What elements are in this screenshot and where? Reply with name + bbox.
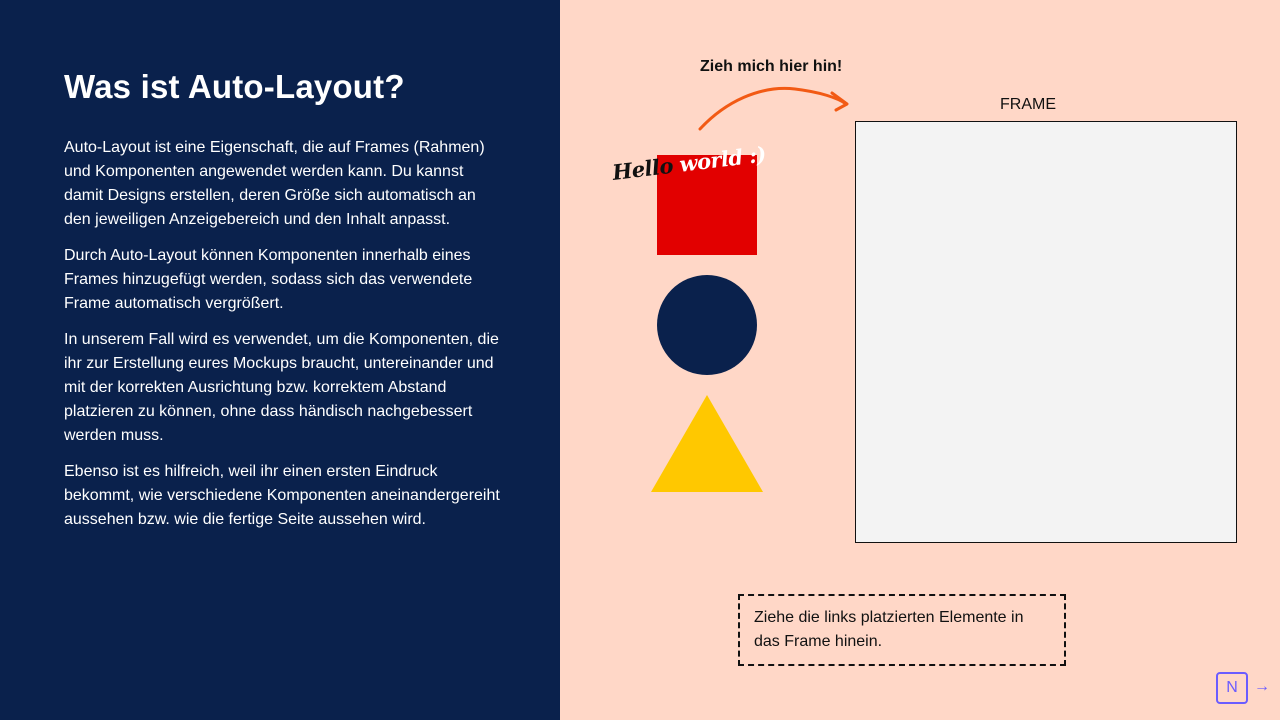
paragraph-1: Auto-Layout ist eine Eigenschaft, die auf Frames (Rahmen) und Komponenten angewendet werden kann. Du kannst damit Designs erstellen, deren Größe sich automatisch an den jeweiligen Anzeigebereich und den Inhalt anpasst. xyxy=(64,139,485,228)
drag-hint-label: Zieh mich hier hin! xyxy=(700,58,843,75)
navy-circle-shape[interactable] xyxy=(657,275,757,375)
curved-arrow-icon xyxy=(690,80,860,140)
paragraph-4: Ebenso ist es hilfreich, weil ihr einen ersten Eindruck bekommt, wie verschiedene Komponenten aneinandergereiht aussehen bzw. wie die fertige Seite aussehen wird. xyxy=(64,463,500,528)
info-panel xyxy=(0,0,560,720)
paragraph-3: In unserem Fall wird es verwendet, um die Komponenten, die ihr zur Erstellung eures Mockups braucht, untereinander und mit der korrekten Ausrichtung bzw. korrektem Abstand platzieren zu können, ohne dass händisch nachgebessert werden muss. xyxy=(64,331,499,444)
sticker-world-text: world :) xyxy=(677,141,768,177)
instruction-box: Ziehe die links platzierten Elemente in das Frame hinein. xyxy=(738,594,1066,666)
frame-label: FRAME xyxy=(1000,96,1056,113)
yellow-triangle-shape[interactable] xyxy=(650,395,764,493)
arrow-right-icon[interactable]: → xyxy=(1254,678,1270,695)
sticker-hello-text: Hello xyxy=(610,152,675,185)
n-badge-icon[interactable]: N xyxy=(1216,672,1248,704)
description xyxy=(64,136,504,544)
page-title: Was ist Auto-Layout? xyxy=(64,68,405,105)
paragraph-2: Durch Auto-Layout können Komponenten innerhalb eines Frames hinzugefügt werden, sodass sich das verwendete Frame automatisch vergrößert. xyxy=(64,247,473,312)
drop-frame[interactable] xyxy=(855,121,1237,543)
